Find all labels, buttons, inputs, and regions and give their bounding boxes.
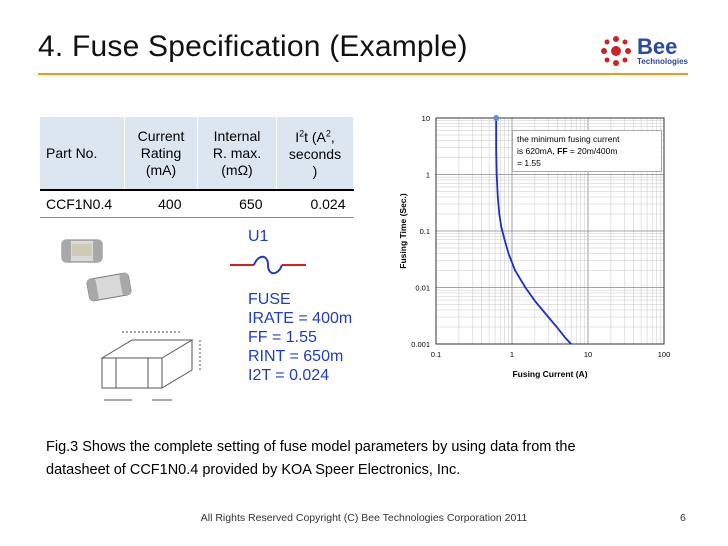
logo-subtitle: Technologies [637,57,688,66]
header-i2t-line2: seconds [288,146,342,163]
header-i2t-line3: ) [312,163,318,180]
cell-current: 400 [158,196,182,212]
y-tick-label: 0.1 [419,227,430,236]
title-divider [38,73,688,75]
copyright-footer: All Rights Reserved Copyright (C) Bee Technologies Corporation 2011 [200,512,528,524]
x-axis-label: Fusing Current (A) [512,369,588,379]
x-tick-label: 1 [509,350,515,359]
header-resistance-line3: (mΩ) [221,161,253,178]
annotation-line3: = 1.55 [517,158,541,168]
fuse-dimension-drawing [92,318,212,418]
param-type: FUSE [248,291,291,308]
bee-logo-icon [597,34,635,68]
header-i2t [277,117,354,190]
y-axis-label: Fusing Time (Sec.) [398,193,408,269]
bee-technologies-logo [597,34,697,68]
caption-line2: datasheet of CCF1N0.4 provided by KOA Speer Electronics, Inc. [46,462,461,478]
header-current-line1: Current [137,127,185,144]
fuse-reference-label: U1 [248,228,269,245]
annotation-line2-suffix: = 20m/400m [567,146,618,156]
header-resistance-line1: Internal [213,127,261,144]
header-internal-resistance [198,117,277,190]
y-tick-label: 10 [421,114,430,123]
param-i2t: I2T = 0.024 [248,367,330,384]
header-part-no-text: Part No. [46,144,98,161]
param-rint: RINT = 650m [248,348,344,365]
header-current-rating [125,117,198,190]
y-tick-label: 1 [425,170,430,180]
cell-resistance: 650 [239,196,263,212]
annotation-ff-label: FF [557,146,568,156]
annotation-line2-prefix: is 620mA, [517,146,558,156]
cell-part-no: CCF1N0.4 [46,196,113,212]
cell-i2t: 0.024 [310,196,346,212]
fuse-model-parameters [248,290,352,385]
slide-title: 4. Fuse Specification (Example) [38,30,468,63]
annotation-line1: the minimum fusing current [517,134,620,144]
fuse-symbol-icon [228,252,308,278]
x-tick-labels [431,350,670,359]
header-resistance-line2: R. max. [212,144,262,161]
spec-table [40,117,354,218]
logo-name: Bee [637,34,678,59]
y-tick-label: 0.001 [411,340,430,349]
header-i2t-line1: $I^2t$ ($A^2$, [295,128,335,146]
x-tick-label: 10 [583,350,593,359]
table-row [40,190,354,218]
page-number: 6 [680,512,686,524]
chart-annotation [512,130,662,172]
header-current-line3: (mA) [145,161,177,178]
y-tick-label: 0.01 [415,283,430,293]
x-tick-label: 0.1 [430,350,442,359]
param-irate: IRATE = 400m [248,310,353,327]
header-current-line2: Rating [140,144,182,161]
param-ff: FF = 1.55 [248,329,317,346]
spec-table-header [40,117,354,190]
fuse-component-photo [52,232,152,312]
y-tick-labels [411,114,430,349]
min-fusing-point-marker [493,115,499,121]
caption-line1: Fig.3 Shows the complete setting of fuse model parameters by using data from the [46,439,576,455]
figure-caption [46,436,686,482]
annotation-line2 [517,145,657,157]
x-tick-label: 100 [657,350,671,359]
header-part-no [40,117,125,190]
